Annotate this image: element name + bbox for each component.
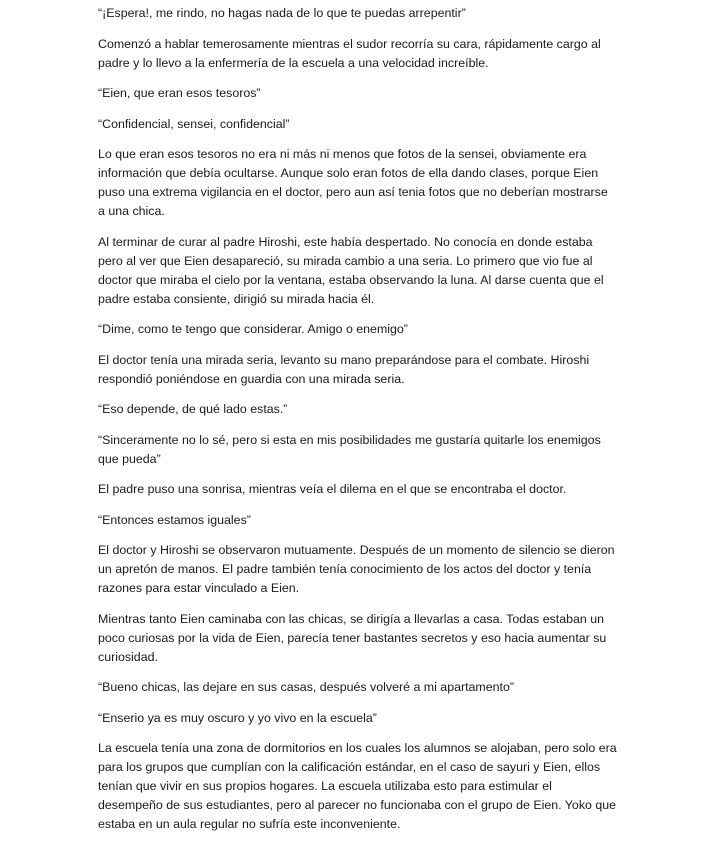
paragraph: “Dime, como te tengo que considerar. Amigo o enemigo” — [98, 322, 408, 336]
paragraph: “Eso depende, de qué lado estas.” — [98, 402, 288, 416]
paragraph: “Confidencial, sensei, confidencial” — [98, 116, 290, 131]
paragraph: El padre puso una sonrisa, mientras veía el dilema en el que se encontraba el doctor. — [98, 482, 567, 496]
paragraph: El doctor tenía una mirada seria, levanto su mano preparándose para el combate. Hiroshi respondió poniéndose en guardia con una mirada seria. — [98, 352, 590, 386]
paragraph: Comenzó a hablar temerosamente mientras el sudor recorría su cara, rápidamente cargo al padre y lo llevo a la enfermería de la escuela a una velocidad increíble. — [98, 36, 601, 70]
paragraph: “Enserio ya es muy oscuro y yo vivo en la escuela” — [98, 710, 377, 725]
paragraph: “¡Espera!, me rindo, no hagas nada de lo que te puedas arrepentir” — [98, 6, 466, 20]
paragraph: “Eien, que eran esos tesoros” — [98, 86, 261, 100]
paragraph: Lo que eran esos tesoros no era ni más ni menos que fotos de la sensei, obviamente era información que debía ocultarse. Aunque solo eran fotos de ella dando clases, porque Eien puso una extrema vigilancia en el doctor, pero aun así tenia fotos que no deberían mostrarse a una chica. — [98, 147, 608, 218]
paragraph: El doctor y Hiroshi se observaron mutuamente. Después de un momento de silencio se dieron un apretón de manos. El padre también tenía conocimiento de los actos del doctor y tenía razones para estar vinculado a Eien. — [98, 543, 615, 595]
paragraph: La escuela tenía una zona de dormitorios en los cuales los alumnos se alojaban, pero solo era para los grupos que cumplían con la calificación estándar, en el caso de sayuri y Eien, ellos tenían que vivir en sus propios hogares. La escuela utilizaba esto para estimular el desempeño de sus estudiantes, pero al parecer no funcionaba con el grupo de Eien. Yoko que estaba en un aula regular no sufría este inconveniente. — [98, 741, 617, 831]
document-body — [98, 4, 618, 846]
paragraph: “Bueno chicas, las dejare en sus casas, después volveré a mi apartamento” — [98, 680, 514, 694]
paragraph: “Sinceramente no lo sé, pero si esta en mis posibilidades me gustaría quitarle los enemigos que pueda” — [98, 432, 601, 466]
paragraph: “Entonces estamos iguales” — [98, 512, 251, 527]
paragraph: Al terminar de curar al padre Hiroshi, este había despertado. No conocía en donde estaba pero al ver que Eien desapareció, su mirada cambio a una seria. Lo primero que vio fue al doctor que miraba el cielo por la ventana, estaba observando la luna. Al darse cuenta que el padre estaba consiente, dirigió su mirada hacia él. — [98, 234, 604, 306]
paragraph: Mientras tanto Eien caminaba con las chicas, se dirigía a llevarlas a casa. Todas estaban un poco curiosas por la vida de Eien, parecía tener bastantes secretos y eso hacia aumentar su curiosidad. — [98, 611, 607, 664]
